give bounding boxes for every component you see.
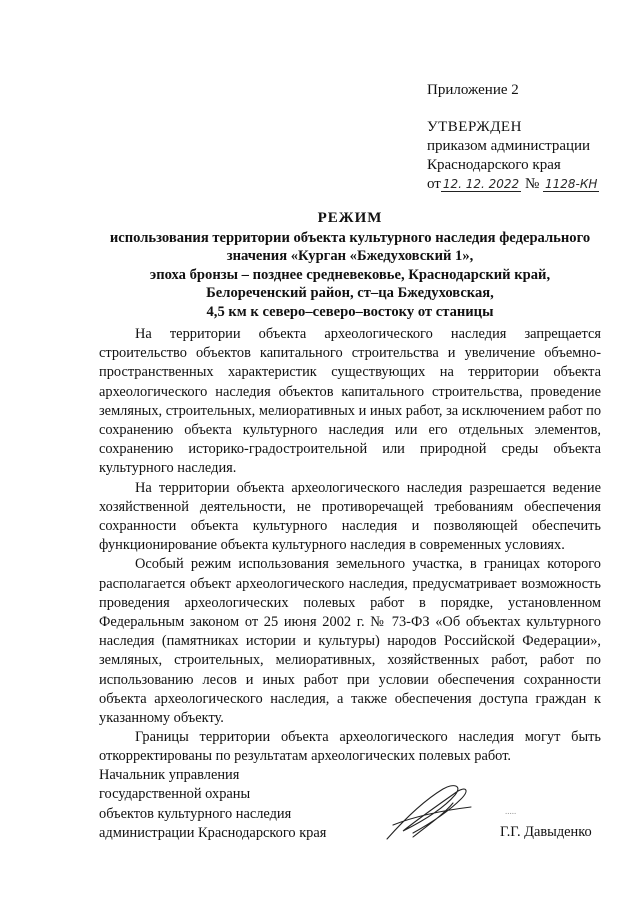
document-title (80, 209, 620, 322)
approval-date-number-line (427, 175, 599, 194)
title-line-2: значения «Курган «Бжедуховский 1», (226, 248, 474, 265)
paragraph-permissions: На территории объекта археологического наследия разрешается ведение хозяйственной деятельности, не противоречащей требованиям обеспечения сохранности объекта культурного наследия и позволяющей обеспечить функционирование объекта культурного наследия в современных условиях. (99, 479, 601, 554)
signatory-line-4: администрации Краснодарского края (99, 824, 327, 841)
paragraph-boundaries: Границы территории объекта археологического наследия могут быть откорректированы по результатам археологических полевых работ. (99, 729, 601, 765)
appendix-label: Приложение 2 (427, 82, 519, 98)
title-main: РЕЖИМ (317, 210, 383, 226)
date-prefix: от (427, 176, 441, 192)
signatory-name: Г.Г. Давыденко (500, 824, 592, 840)
document-body (99, 325, 601, 767)
approved-by-line-1: приказом администрации (427, 138, 591, 154)
paragraph-prohibitions: На территории объекта археологического наследия запрещается строительство объектов капитального строительства и увеличение объемно-пространственных характеристик существующих на территории объекта археологического наследия объектов капитального строительства, проведение земляных, строительных, мелиоративных и иных работ, за исключением работ по сохранению объекта культурного наследия или его отдельных элементов, сохранению историко-градостроительной или природной среды объекта культурного наследия. (99, 326, 602, 477)
approved-word: УТВЕРЖДЕН (427, 119, 522, 135)
handwritten-signature (383, 781, 473, 843)
date-handwritten: 12. 12. 2022 (442, 177, 520, 191)
signatory-line-3: объектов культурного наследия (99, 805, 292, 822)
signatory-line-2: государственной охраны (99, 786, 251, 803)
signatory-position (99, 766, 326, 843)
title-line-1: использования территории объекта культурного наследия федерального (109, 229, 591, 246)
signatory-line-1: Начальник управления (99, 767, 240, 783)
paragraph-special-regime: Особый режим использования земельного участка, в границах которого располагается объект археологического наследия, предусматривает возможность проведения археологических полевых работ в порядке, установленном Федеральным законом от 25 июня 2002 г. № 73-ФЗ «Об объектах культурного наследия (памятниках истории и культуры) народов Российской Федерации», земляных, строительных, мелиоративных, хозяйственных работ, работ по использованию лесов и иных работ при условии обеспечения сохранности объекта археологического наследия, а также обеспечения доступа граждан к указанному объекту. (99, 556, 601, 727)
number-handwritten: 1128-КН (545, 177, 598, 191)
signature-mark: ..... (505, 806, 517, 816)
approval-block (427, 118, 599, 194)
title-line-5: 4,5 км к северо–северо–востоку от станицы (206, 303, 494, 320)
approved-by-line-2: Краснодарского края (427, 157, 561, 173)
title-line-3: эпоха бронзы – позднее средневековье, Краснодарский край, (149, 266, 551, 283)
title-line-4: Белореченский район, ст–ца Бжедуховская, (206, 285, 494, 302)
number-prefix: № (524, 176, 540, 192)
